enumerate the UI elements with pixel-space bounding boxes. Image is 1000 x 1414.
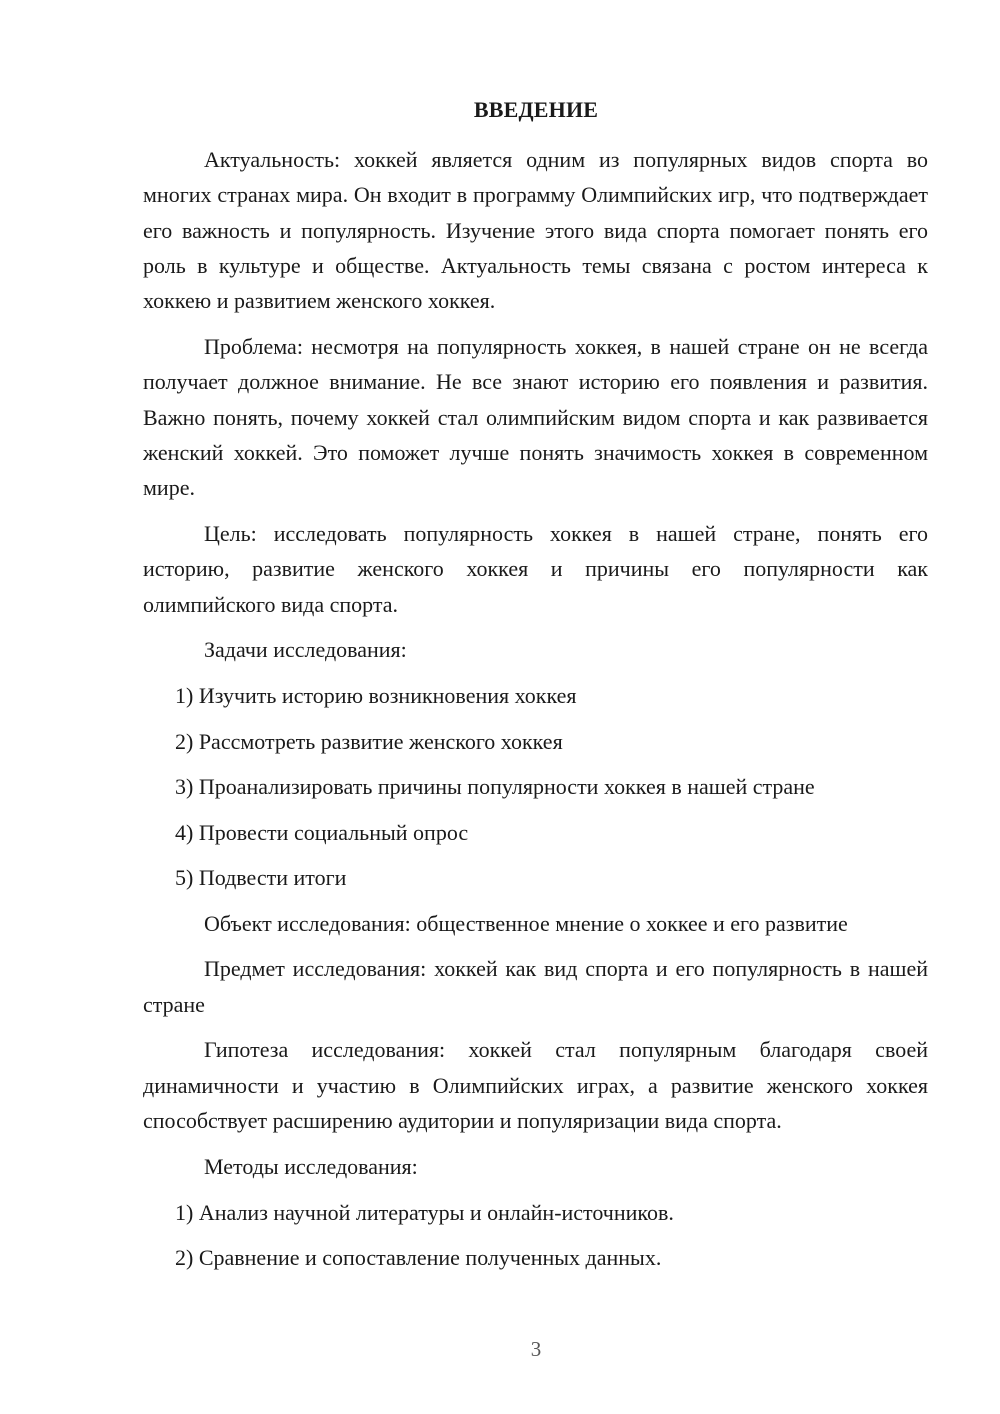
- page-number: 3: [530, 1337, 542, 1361]
- document-body: [143, 142, 928, 1286]
- subject-paragraph: Предмет исследования: хоккей как вид спорта и его популярность в нашей стране: [143, 956, 928, 1017]
- problem-paragraph: Проблема: несмотря на популярность хоккея, в нашей стране он не всегда получает должное внимание. Не все знают историю его появления и развития. Важно понять, почему хоккей стал олимпийским видом спорта и как развивается женский хоккей. Это поможет лучше понять значимость хоккея в современном мире.: [143, 333, 928, 501]
- list-item: 4) Провести социальный опрос: [175, 819, 469, 845]
- relevance-paragraph: Актуальность: хоккей является одним из популярных видов спорта во многих странах мира. Он входит в программу Олимпийских игр, что подтверждает его важность и популярность. Изучение этого вида спорта помогает понять его роль в культуре и обществе. Актуальность темы связана с ростом интереса к хоккею и развитием женского хоккея.: [143, 147, 928, 314]
- hypothesis-paragraph: Гипотеза исследования: хоккей стал популярным благодаря своей динамичности и участию в Олимпийских играх, а развитие женского хоккея способствует расширению аудитории и популяризации вида спорта.: [143, 1037, 928, 1134]
- methods-heading: Методы исследования:: [204, 1153, 418, 1179]
- list-item: 1) Изучить историю возникновения хоккея: [175, 683, 577, 709]
- list-item: 1) Анализ научной литературы и онлайн-источников.: [175, 1199, 674, 1225]
- methods-list: [143, 1195, 928, 1276]
- section-title: ВВЕДЕНИЕ: [473, 97, 599, 122]
- list-item: 5) Подвести итоги: [175, 865, 347, 891]
- tasks-list: [143, 678, 928, 895]
- list-item: 3) Проанализировать причины популярности хоккея в нашей стране: [175, 774, 815, 800]
- list-item: 2) Рассмотреть развитие женского хоккея: [175, 728, 563, 754]
- goal-paragraph: Цель: исследовать популярность хоккея в нашей стране, понять его историю, развитие женского хоккея и причины его популярности как олимпийского вида спорта.: [143, 520, 928, 617]
- list-item: 2) Сравнение и сопоставление полученных данных.: [175, 1245, 662, 1271]
- object-paragraph: Объект исследования: общественное мнение о хоккее и его развитие: [204, 910, 848, 936]
- tasks-heading: Задачи исследования:: [204, 637, 407, 663]
